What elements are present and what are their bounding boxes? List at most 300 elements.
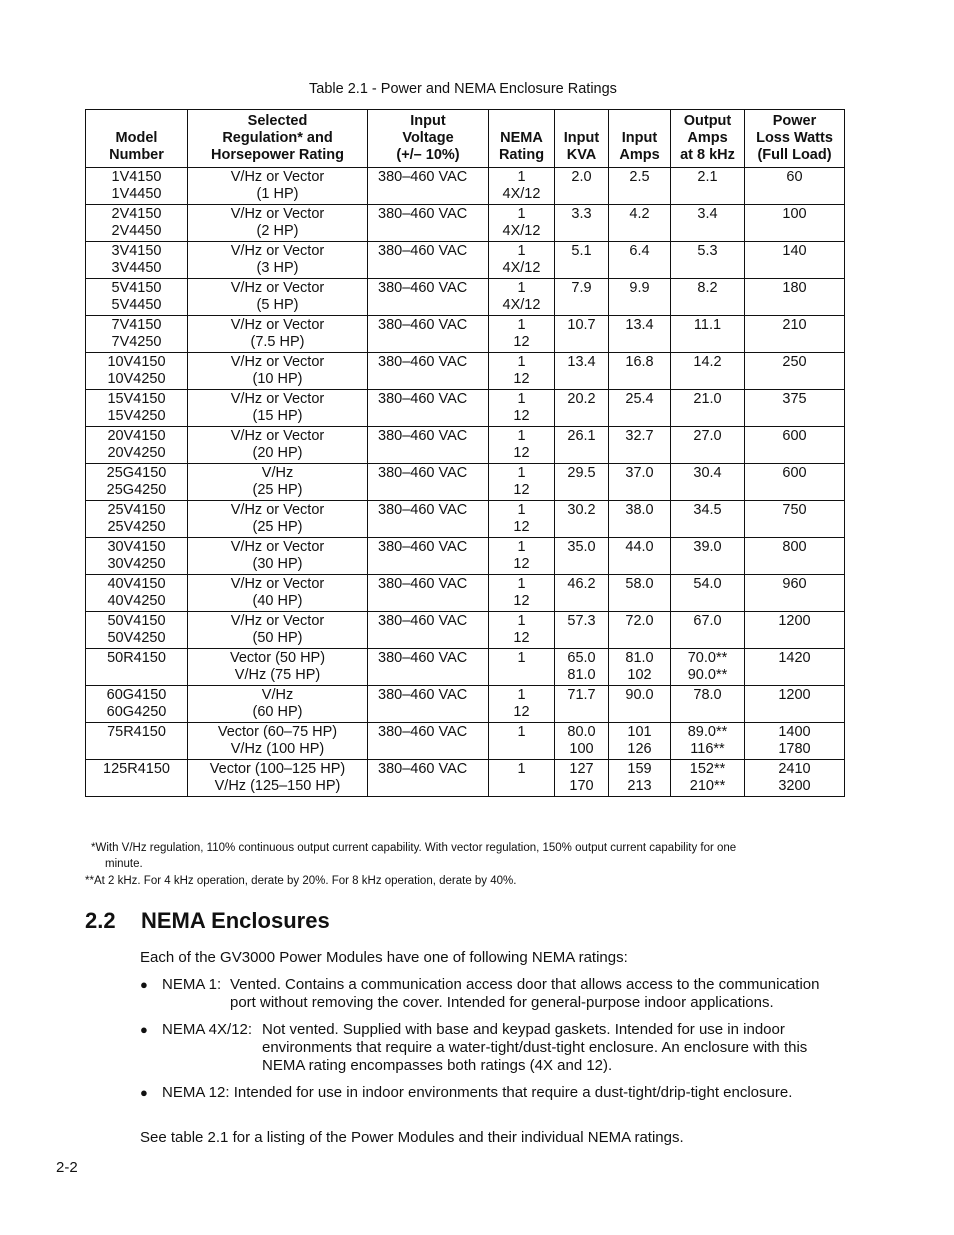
- cell-line: 70.0**: [687, 650, 728, 666]
- bullet-label: NEMA 1:: [162, 976, 222, 993]
- cell-line: V/Hz or Vector: [230, 169, 325, 185]
- table-row: [86, 686, 845, 723]
- cell-line: 15V4250: [107, 408, 166, 424]
- cell-line: 4X/12: [502, 223, 541, 239]
- cell-input-amps: [609, 464, 671, 501]
- bullet-text: Intended for use in indoor environments that require a dust-tight/drip-tight enclosure.: [233, 1084, 793, 1101]
- cell-regulation-hp: [188, 205, 368, 242]
- cell-line: 60G4150: [106, 687, 167, 703]
- cell-input-kva: [555, 501, 609, 538]
- cell-input-amps: [609, 649, 671, 686]
- cell-line: 600: [782, 465, 807, 481]
- cell-model-number: [86, 723, 188, 760]
- cell-line: (50 HP): [252, 630, 303, 646]
- bullet-text: Vented. Contains a communication access door that allows access to the communication port without removing the cover. Intended for general-purpose indoor applications.: [230, 976, 820, 1011]
- cell-line: 380–460 VAC: [378, 354, 468, 370]
- cell-line: 89.0**: [687, 724, 728, 740]
- cell-line: 1: [517, 243, 526, 259]
- cell-power-loss: [745, 242, 845, 279]
- cell-line: 72.0: [625, 613, 654, 629]
- cell-line: 29.5: [567, 465, 596, 481]
- cell-output-amps: [671, 612, 745, 649]
- cell-line: 12: [513, 334, 530, 350]
- cell-line: 90.0**: [687, 667, 728, 683]
- cell-regulation-hp: [188, 168, 368, 205]
- cell-line: 1780: [778, 741, 811, 757]
- cell-nema-rating: [489, 168, 555, 205]
- cell-model-number: [86, 427, 188, 464]
- header-line: Amps: [619, 147, 660, 163]
- cell-line: V/Hz (100 HP): [230, 741, 325, 757]
- cell-line: 4X/12: [502, 297, 541, 313]
- cell-model-number: [86, 168, 188, 205]
- cell-line: 380–460 VAC: [378, 502, 468, 518]
- cell-line: (30 HP): [252, 556, 303, 572]
- cell-power-loss: [745, 501, 845, 538]
- section-closing: See table 2.1 for a listing of the Power Modules and their individual NEMA ratings.: [140, 1129, 684, 1146]
- cell-input-voltage: [368, 316, 489, 353]
- cell-nema-rating: [489, 464, 555, 501]
- cell-line: 21.0: [693, 391, 722, 407]
- cell-nema-rating: [489, 353, 555, 390]
- header-line: Rating: [498, 147, 545, 163]
- cell-line: 5V4450: [111, 297, 162, 313]
- cell-regulation-hp: [188, 353, 368, 390]
- cell-line: 7V4150: [111, 317, 162, 333]
- cell-line: 78.0: [693, 687, 722, 703]
- cell-line: 750: [782, 502, 807, 518]
- cell-input-kva: [555, 686, 609, 723]
- cell-input-amps: [609, 279, 671, 316]
- cell-model-number: [86, 501, 188, 538]
- cell-line: 1V4450: [111, 186, 162, 202]
- table-header-row: [86, 110, 845, 168]
- cell-input-kva: [555, 353, 609, 390]
- cell-power-loss: [745, 390, 845, 427]
- cell-line: 152**: [689, 761, 726, 777]
- cell-line: 1: [517, 169, 526, 185]
- cell-input-voltage: [368, 168, 489, 205]
- header-line: (Full Load): [757, 147, 832, 163]
- cell-line: 20.2: [567, 391, 596, 407]
- cell-input-voltage: [368, 649, 489, 686]
- footnote-regulation-line1: *With V/Hz regulation, 110% continuous output current capability. With vector regulation, 150% output current capability for one: [91, 842, 737, 854]
- cell-output-amps: [671, 686, 745, 723]
- cell-line: 100: [569, 741, 594, 757]
- cell-line: 380–460 VAC: [378, 280, 468, 296]
- cell-line: 9.9: [629, 280, 650, 296]
- cell-line: 1400: [778, 724, 811, 740]
- cell-line: 210**: [689, 778, 726, 794]
- bullet-text: Not vented. Supplied with base and keypad gaskets. Intended for use in indoor environments that require a water-tight/dust-tight enclosure. An enclosure with this NEMA rating encompasses both ratings (4X and 12).: [262, 1021, 808, 1074]
- header-line: Horsepower Rating: [211, 147, 344, 163]
- cell-line: 159: [627, 761, 652, 777]
- cell-line: 3.4: [697, 206, 718, 222]
- cell-input-amps: [609, 390, 671, 427]
- cell-nema-rating: [489, 538, 555, 575]
- cell-line: 16.8: [625, 354, 654, 370]
- cell-line: 170: [569, 778, 594, 794]
- cell-line: 20V4250: [107, 445, 166, 461]
- cell-line: (15 HP): [252, 408, 303, 424]
- table-footnotes: [85, 840, 815, 889]
- cell-line: 90.0: [625, 687, 654, 703]
- cell-line: (3 HP): [256, 260, 299, 276]
- cell-line: 1: [517, 687, 526, 703]
- cell-line: 380–460 VAC: [378, 687, 468, 703]
- cell-line: V/Hz (75 HP): [234, 667, 321, 683]
- cell-nema-rating: [489, 686, 555, 723]
- footnote-regulation-line2: minute.: [105, 858, 143, 870]
- cell-regulation-hp: [188, 390, 368, 427]
- cell-line: 12: [513, 408, 530, 424]
- cell-output-amps: [671, 760, 745, 797]
- cell-line: V/Hz (125–150 HP): [214, 778, 341, 794]
- cell-line: 380–460 VAC: [378, 206, 468, 222]
- cell-line: (2 HP): [256, 223, 299, 239]
- cell-input-voltage: [368, 612, 489, 649]
- header-line: KVA: [566, 147, 597, 163]
- table-row: [86, 242, 845, 279]
- cell-power-loss: [745, 649, 845, 686]
- cell-line: 54.0: [693, 576, 722, 592]
- cell-line: 380–460 VAC: [378, 761, 468, 777]
- cell-input-voltage: [368, 686, 489, 723]
- cell-input-amps: [609, 242, 671, 279]
- cell-regulation-hp: [188, 464, 368, 501]
- cell-nema-rating: [489, 427, 555, 464]
- cell-line: 38.0: [625, 502, 654, 518]
- cell-regulation-hp: [188, 279, 368, 316]
- table-row: [86, 575, 845, 612]
- cell-power-loss: [745, 464, 845, 501]
- cell-line: 2410: [778, 761, 811, 777]
- cell-nema-rating: [489, 205, 555, 242]
- cell-line: (25 HP): [252, 519, 303, 535]
- cell-line: (10 HP): [252, 371, 303, 387]
- cell-output-amps: [671, 353, 745, 390]
- cell-model-number: [86, 649, 188, 686]
- cell-power-loss: [745, 205, 845, 242]
- cell-line: 26.1: [567, 428, 596, 444]
- cell-line: (20 HP): [252, 445, 303, 461]
- cell-line: 380–460 VAC: [378, 317, 468, 333]
- header-line: Loss Watts: [756, 130, 833, 146]
- cell-line: 30.2: [567, 502, 596, 518]
- footnote-regulation: [85, 840, 815, 872]
- table-row: [86, 205, 845, 242]
- cell-line: Vector (50 HP): [229, 650, 326, 666]
- table-row: [86, 279, 845, 316]
- cell-line: V/Hz or Vector: [230, 576, 325, 592]
- cell-line: 15V4150: [107, 391, 166, 407]
- cell-line: (25 HP): [252, 482, 303, 498]
- cell-line: 12: [513, 593, 530, 609]
- header-nema-rating: [489, 110, 555, 168]
- cell-output-amps: [671, 168, 745, 205]
- cell-line: V/Hz or Vector: [230, 428, 325, 444]
- cell-regulation-hp: [188, 242, 368, 279]
- cell-line: 3.3: [571, 206, 592, 222]
- header-line: Input: [563, 130, 600, 146]
- power-nema-ratings-table: [85, 109, 845, 797]
- cell-line: V/Hz: [261, 687, 294, 703]
- cell-line: 60G4250: [106, 704, 167, 720]
- cell-line: Vector (60–75 HP): [217, 724, 338, 740]
- cell-model-number: [86, 353, 188, 390]
- cell-input-kva: [555, 649, 609, 686]
- cell-input-voltage: [368, 427, 489, 464]
- cell-input-voltage: [368, 575, 489, 612]
- cell-input-kva: [555, 242, 609, 279]
- cell-nema-rating: [489, 612, 555, 649]
- cell-line: V/Hz: [261, 465, 294, 481]
- cell-line: 1: [517, 280, 526, 296]
- cell-regulation-hp: [188, 538, 368, 575]
- bullet-dot-icon: ●: [140, 1022, 148, 1037]
- cell-line: 44.0: [625, 539, 654, 555]
- cell-output-amps: [671, 649, 745, 686]
- cell-line: 102: [627, 667, 652, 683]
- cell-line: 12: [513, 482, 530, 498]
- cell-input-kva: [555, 538, 609, 575]
- cell-model-number: [86, 760, 188, 797]
- header-line: Selected: [247, 113, 308, 129]
- cell-line: (5 HP): [256, 297, 299, 313]
- cell-line: 34.5: [693, 502, 722, 518]
- cell-line: 126: [627, 741, 652, 757]
- table-row: [86, 353, 845, 390]
- cell-line: 30V4150: [107, 539, 166, 555]
- cell-output-amps: [671, 427, 745, 464]
- cell-input-voltage: [368, 760, 489, 797]
- cell-line: (1 HP): [256, 186, 299, 202]
- cell-model-number: [86, 279, 188, 316]
- cell-nema-rating: [489, 501, 555, 538]
- section-number: 2.2: [85, 908, 116, 933]
- cell-input-amps: [609, 612, 671, 649]
- cell-input-kva: [555, 760, 609, 797]
- table-row: [86, 501, 845, 538]
- cell-input-kva: [555, 279, 609, 316]
- cell-nema-rating: [489, 760, 555, 797]
- cell-input-kva: [555, 205, 609, 242]
- footnote-derate: **At 2 kHz. For 4 kHz operation, derate by 20%. For 8 kHz operation, derate by 40%.: [85, 875, 517, 887]
- cell-input-kva: [555, 612, 609, 649]
- cell-model-number: [86, 390, 188, 427]
- cell-line: 1: [517, 650, 526, 666]
- cell-line: 100: [782, 206, 807, 222]
- cell-line: 7.9: [571, 280, 592, 296]
- cell-input-voltage: [368, 464, 489, 501]
- cell-line: 1200: [778, 687, 811, 703]
- cell-line: 375: [782, 391, 807, 407]
- header-regulation-hp: [188, 110, 368, 168]
- cell-regulation-hp: [188, 316, 368, 353]
- cell-line: 380–460 VAC: [378, 169, 468, 185]
- table-row: [86, 723, 845, 760]
- cell-line: 1: [517, 724, 526, 740]
- cell-nema-rating: [489, 242, 555, 279]
- cell-line: 210: [782, 317, 807, 333]
- cell-model-number: [86, 686, 188, 723]
- cell-input-amps: [609, 760, 671, 797]
- cell-line: V/Hz or Vector: [230, 206, 325, 222]
- cell-line: 380–460 VAC: [378, 724, 468, 740]
- cell-nema-rating: [489, 575, 555, 612]
- cell-line: 3V4150: [111, 243, 162, 259]
- cell-line: Vector (100–125 HP): [209, 761, 346, 777]
- cell-regulation-hp: [188, 723, 368, 760]
- cell-line: (7.5 HP): [250, 334, 305, 350]
- cell-line: 4.2: [629, 206, 650, 222]
- cell-nema-rating: [489, 279, 555, 316]
- cell-line: 1: [517, 761, 526, 777]
- cell-input-voltage: [368, 205, 489, 242]
- header-line: Input: [621, 130, 658, 146]
- cell-line: V/Hz or Vector: [230, 317, 325, 333]
- cell-output-amps: [671, 279, 745, 316]
- header-input-amps: [609, 110, 671, 168]
- cell-line: 32.7: [625, 428, 654, 444]
- cell-line: 40V4250: [107, 593, 166, 609]
- cell-line: V/Hz or Vector: [230, 539, 325, 555]
- cell-line: 1: [517, 391, 526, 407]
- cell-line: 60: [786, 169, 803, 185]
- cell-line: 27.0: [693, 428, 722, 444]
- cell-line: 2V4450: [111, 223, 162, 239]
- cell-line: 3V4450: [111, 260, 162, 276]
- section-heading: [85, 908, 330, 934]
- cell-line: 25.4: [625, 391, 654, 407]
- cell-line: 1: [517, 317, 526, 333]
- cell-output-amps: [671, 242, 745, 279]
- cell-line: 10V4150: [107, 354, 166, 370]
- cell-line: 50R4150: [107, 650, 166, 666]
- table-row: [86, 612, 845, 649]
- cell-regulation-hp: [188, 575, 368, 612]
- bullet-dot-icon: ●: [140, 1085, 148, 1100]
- nema-ratings-list: [140, 976, 840, 1111]
- cell-model-number: [86, 612, 188, 649]
- cell-line: 25V4250: [107, 519, 166, 535]
- cell-nema-rating: [489, 723, 555, 760]
- header-line: Number: [109, 147, 164, 163]
- cell-line: 125R4150: [103, 761, 170, 777]
- cell-line: 7V4250: [111, 334, 162, 350]
- cell-line: 3200: [778, 778, 811, 794]
- cell-line: 37.0: [625, 465, 654, 481]
- header-line: NEMA: [500, 130, 543, 146]
- list-item-nema-4x12: [140, 1021, 840, 1075]
- cell-line: 1: [517, 613, 526, 629]
- cell-output-amps: [671, 205, 745, 242]
- cell-line: V/Hz or Vector: [230, 243, 325, 259]
- cell-model-number: [86, 205, 188, 242]
- cell-line: 80.0: [567, 724, 596, 740]
- list-item-nema-1: [140, 976, 840, 1012]
- cell-line: 14.2: [693, 354, 722, 370]
- header-line: Power: [772, 113, 817, 129]
- cell-line: 1: [517, 539, 526, 555]
- cell-line: 12: [513, 704, 530, 720]
- header-line: Model: [115, 130, 158, 146]
- cell-output-amps: [671, 390, 745, 427]
- cell-line: 380–460 VAC: [378, 391, 468, 407]
- header-model-number: [86, 110, 188, 168]
- cell-nema-rating: [489, 649, 555, 686]
- cell-line: 50V4150: [107, 613, 166, 629]
- cell-line: V/Hz or Vector: [230, 391, 325, 407]
- bullet-dot-icon: ●: [140, 977, 148, 992]
- cell-line: 4X/12: [502, 260, 541, 276]
- cell-model-number: [86, 316, 188, 353]
- cell-input-kva: [555, 427, 609, 464]
- table-row: [86, 464, 845, 501]
- cell-line: 57.3: [567, 613, 596, 629]
- cell-output-amps: [671, 538, 745, 575]
- cell-power-loss: [745, 686, 845, 723]
- table-row: [86, 649, 845, 686]
- cell-power-loss: [745, 353, 845, 390]
- cell-regulation-hp: [188, 649, 368, 686]
- cell-output-amps: [671, 316, 745, 353]
- cell-line: 1: [517, 354, 526, 370]
- header-line: Input: [410, 113, 446, 129]
- cell-model-number: [86, 538, 188, 575]
- cell-line: 40V4150: [107, 576, 166, 592]
- cell-line: 67.0: [693, 613, 722, 629]
- cell-line: 12: [513, 556, 530, 572]
- cell-model-number: [86, 242, 188, 279]
- cell-output-amps: [671, 575, 745, 612]
- cell-input-amps: [609, 723, 671, 760]
- cell-line: 800: [782, 539, 807, 555]
- cell-line: 1: [517, 428, 526, 444]
- header-line: at 8 kHz: [680, 147, 735, 163]
- cell-line: 140: [782, 243, 807, 259]
- section-intro: Each of the GV3000 Power Modules have one of following NEMA ratings:: [140, 949, 628, 966]
- cell-line: 25G4250: [106, 482, 167, 498]
- cell-line: 380–460 VAC: [378, 650, 468, 666]
- header-line: Regulation* and: [222, 130, 333, 146]
- cell-line: 380–460 VAC: [378, 576, 468, 592]
- cell-line: 13.4: [567, 354, 596, 370]
- cell-input-voltage: [368, 353, 489, 390]
- cell-output-amps: [671, 464, 745, 501]
- cell-line: 101: [627, 724, 652, 740]
- cell-input-amps: [609, 168, 671, 205]
- cell-nema-rating: [489, 316, 555, 353]
- cell-line: 213: [627, 778, 652, 794]
- cell-line: 12: [513, 371, 530, 387]
- cell-input-voltage: [368, 242, 489, 279]
- cell-line: 1V4150: [111, 169, 162, 185]
- cell-line: 1: [517, 465, 526, 481]
- cell-line: 380–460 VAC: [378, 539, 468, 555]
- header-input-kva: [555, 110, 609, 168]
- cell-regulation-hp: [188, 427, 368, 464]
- header-line: Voltage: [402, 130, 454, 146]
- cell-line: 81.0: [625, 650, 654, 666]
- cell-regulation-hp: [188, 501, 368, 538]
- header-line: (+/– 10%): [396, 147, 460, 163]
- cell-line: 5.1: [571, 243, 592, 259]
- cell-model-number: [86, 575, 188, 612]
- table-row: [86, 538, 845, 575]
- cell-line: 250: [782, 354, 807, 370]
- table-row: [86, 168, 845, 205]
